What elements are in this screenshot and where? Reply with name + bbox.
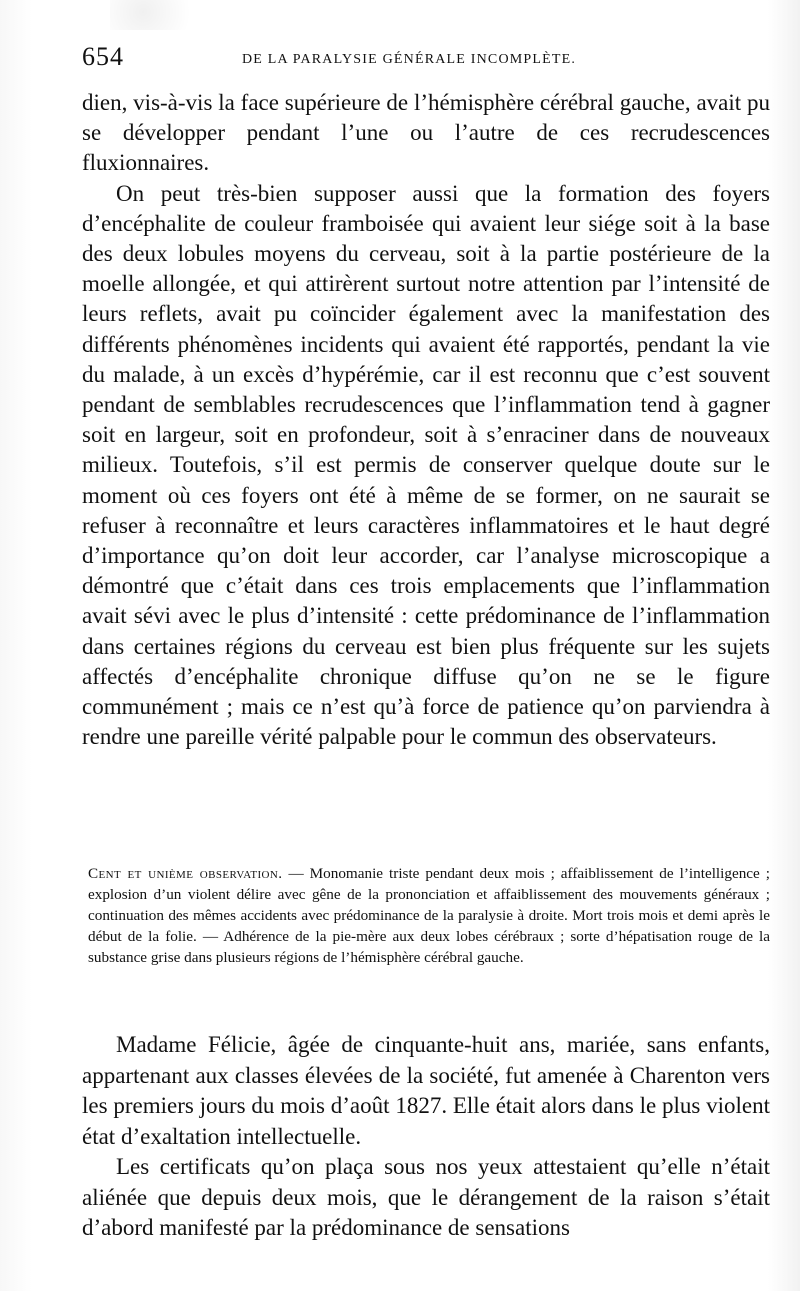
paragraph-continuation: dien, vis-à-vis la face supérieure de l’hémisphère cérébral gauche, avait pu se développer pendant l’une ou l’autre de ces recrudescences fluxionnaires. — [82, 90, 770, 176]
paragraph-certificates: Les certificats qu’on plaça sous nos yeux attestaient qu’elle n’était aliénée que depuis deux mois, que le dérangement de la raison s’était d’abord manifesté par la prédominance de sensations — [82, 1154, 770, 1240]
main-text — [82, 88, 770, 752]
observation-title: Cent et unième observation. — [88, 865, 283, 882]
paragraph-hypothesis: On peut très-bien supposer aussi que la formation des foyers d’encéphalite de couleur framboisée qui avaient leur siége soit à la base des deux lobules moyens du cerveau, soit à la partie postérieure de la moelle allongée, et qui attirèrent surtout notre attention par l’intensité de leurs reflets, avait pu coïncider également avec la manifestation des différents phénomènes incidents qui avaient été rapportés, pendant la vie du malade, à un excès d’hypérémie, car il est reconnu que c’est souvent pendant de semblables recrudescences que l’inflammation tend à gagner soit en largeur, soit en profondeur, soit à s’enraciner dans de nouveaux milieux. Toutefois, s’il est permis de conserver quelque doute sur le moment où ces foyers ont été à même de se former, on ne saurait se refuser à reconnaître et leurs caractères inflammatoires et le haut degré d’importance qu’on doit leur accorder, car l’analyse microscopique a démontré que c’était dans ces trois emplacements que l’inflammation avait sévi avec le plus d’intensité : cette prédominance de l’inflammation dans certaines régions du cerveau est bien plus fréquente sur les sujets affectés d’encéphalite chronique diffuse qu’on ne se le figure communément ; mais ce n’est qu’à force de patience qu’on parviendra à rendre une pareille vérité palpable pour le commun des observateurs. — [82, 180, 770, 750]
observation-summary — [88, 863, 770, 968]
running-head: DE LA PARALYSIE GÉNÉRALE INCOMPLÈTE. — [242, 52, 577, 67]
page-number: 654 — [82, 42, 124, 71]
observation-summary-paragraph — [88, 863, 770, 968]
observation-summary-text: — Monomanie triste pendant deux mois ; affaiblissement de l’intelligence ; explosion d’un violent délire avec gêne de la prononciation et affaiblissement des mouvements généraux ; continuation des mêmes accidents avec prédominance de la paralysie à droite. Mort trois mois et demi après le début de la folie. — Adhérence de la pie-mère aux deux lobes cérébraux ; sorte d’hépatisation rouge de la substance grise dans plusieurs régions de l’hémisphère cérébral gauche. — [88, 865, 770, 966]
paragraph-case-intro: Madame Félicie, âgée de cinquante-huit ans, mariée, sans enfants, appartenant aux classes élevées de la société, fut amenée à Charenton vers les premiers jours du mois d’août 1827. Elle était alors dans le plus violent état d’exaltation intellectuelle. — [82, 1032, 770, 1149]
case-text — [82, 1030, 770, 1244]
paper-speckle — [110, 0, 220, 30]
page-header — [82, 42, 772, 78]
